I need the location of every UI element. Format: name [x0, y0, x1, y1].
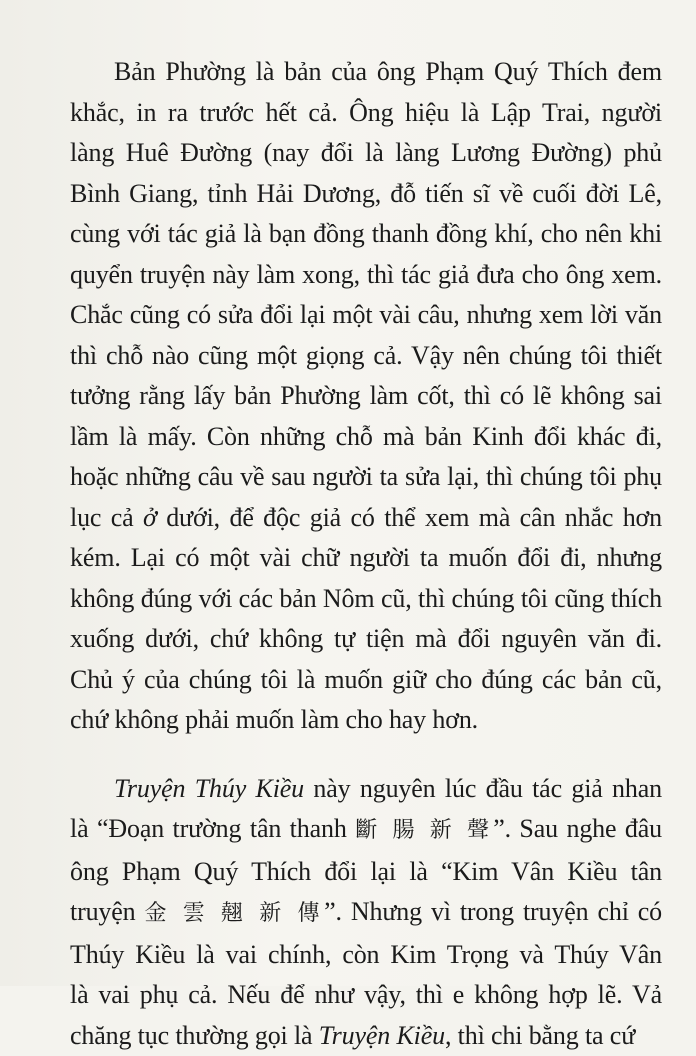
text-span: Thúy Kiều là vai chính, còn Kim Trọng và Thúy Vân	[70, 940, 662, 969]
text-line	[70, 457, 662, 498]
text-line	[70, 852, 662, 893]
text-span: lầm là mấy. Còn những chỗ mà bản Kinh đổi khác đi,	[70, 422, 662, 451]
text-span: Chắc cũng có sửa đổi lại một vài câu, nhưng xem lời văn	[70, 300, 662, 329]
text-line	[70, 700, 662, 741]
text-span: chứ không phải muốn làm cho hay hơn.	[70, 705, 478, 734]
text-span: dưới, để độc giả có thể xem mà cân nhắc hơn	[157, 503, 662, 532]
text-span: ”. Sau nghe đâu	[493, 814, 662, 843]
text-line	[70, 538, 662, 579]
text-span: Bản Phường là bản của ông Phạm Quý Thích đem	[114, 57, 662, 86]
text-span: là vai phụ cả. Nếu để như vậy, thì e không hợp lẽ. Vả	[70, 980, 662, 1009]
text-line	[70, 417, 662, 458]
text-line	[70, 52, 662, 93]
italic-text: Truyện Thúy Kiều	[114, 774, 304, 803]
text-span: truyện	[70, 897, 145, 926]
text-span: này nguyên lúc đầu tác giả nhan	[304, 774, 662, 803]
italic-text: Truyện Kiều	[319, 1021, 445, 1050]
han-characters: 斷 腸 新 聲	[355, 818, 493, 843]
text-line	[70, 579, 662, 620]
paragraph	[70, 769, 662, 1056]
text-line	[70, 892, 662, 935]
text-line	[70, 295, 662, 336]
text-span: xuống dưới, chứ không tự tiện mà đổi nguyên văn đi.	[70, 624, 662, 653]
text-line	[70, 975, 662, 1016]
text-span: ”. Nhưng vì trong truyện chỉ có	[324, 897, 662, 926]
text-line	[70, 376, 662, 417]
paragraph	[70, 52, 662, 741]
text-line	[70, 336, 662, 377]
text-span: là “Đoạn trường tân thanh	[70, 814, 355, 843]
text-line	[70, 660, 662, 701]
text-span: kém. Lại có một vài chữ người ta muốn đổi đi, nhưng	[70, 543, 662, 572]
text-span: tưởng rằng lấy bản Phường làm cốt, thì có lẽ không sai	[70, 381, 662, 410]
text-span: làng Huê Đường (nay đổi là làng Lương Đường) phủ	[70, 138, 662, 167]
italic-text: ở	[143, 503, 157, 532]
body-text	[70, 52, 662, 1056]
text-line	[70, 133, 662, 174]
text-span: khắc, in ra trước hết cả. Ông hiệu là Lập Trai, người	[70, 98, 662, 127]
text-line	[70, 174, 662, 215]
text-span: ông Phạm Quý Thích đổi lại là “Kim Vân Kiều tân	[70, 857, 662, 886]
text-line	[70, 498, 662, 539]
text-span: chăng tục thường gọi là	[70, 1021, 319, 1050]
text-span: thì chỗ nào cũng một giọng cả. Vậy nên chúng tôi thiết	[70, 341, 662, 370]
text-span: , thì chi bằng ta cứ	[445, 1021, 635, 1050]
text-span: không đúng với các bản Nôm cũ, thì chúng tôi cũng thích	[70, 584, 662, 613]
han-characters: 金 雲 翹 新 傳	[145, 901, 325, 926]
text-line	[70, 214, 662, 255]
text-line	[70, 619, 662, 660]
text-line	[70, 935, 662, 976]
text-line	[70, 809, 662, 852]
text-line	[70, 1016, 662, 1056]
text-span: Chủ ý của chúng tôi là muốn giữ cho đúng các bản cũ,	[70, 665, 662, 694]
text-line	[70, 769, 662, 810]
text-span: cùng với tác giả là bạn đồng thanh đồng khí, cho nên khi	[70, 219, 662, 248]
text-line	[70, 255, 662, 296]
text-line	[70, 93, 662, 134]
text-span: quyển truyện này làm xong, thì tác giả đưa cho ông xem.	[70, 260, 662, 289]
text-span: lục cả	[70, 503, 143, 532]
text-span: hoặc những câu về sau người ta sửa lại, thì chúng tôi phụ	[70, 462, 662, 491]
text-span: Bình Giang, tỉnh Hải Dương, đỗ tiến sĩ về cuối đời Lê,	[70, 179, 662, 208]
